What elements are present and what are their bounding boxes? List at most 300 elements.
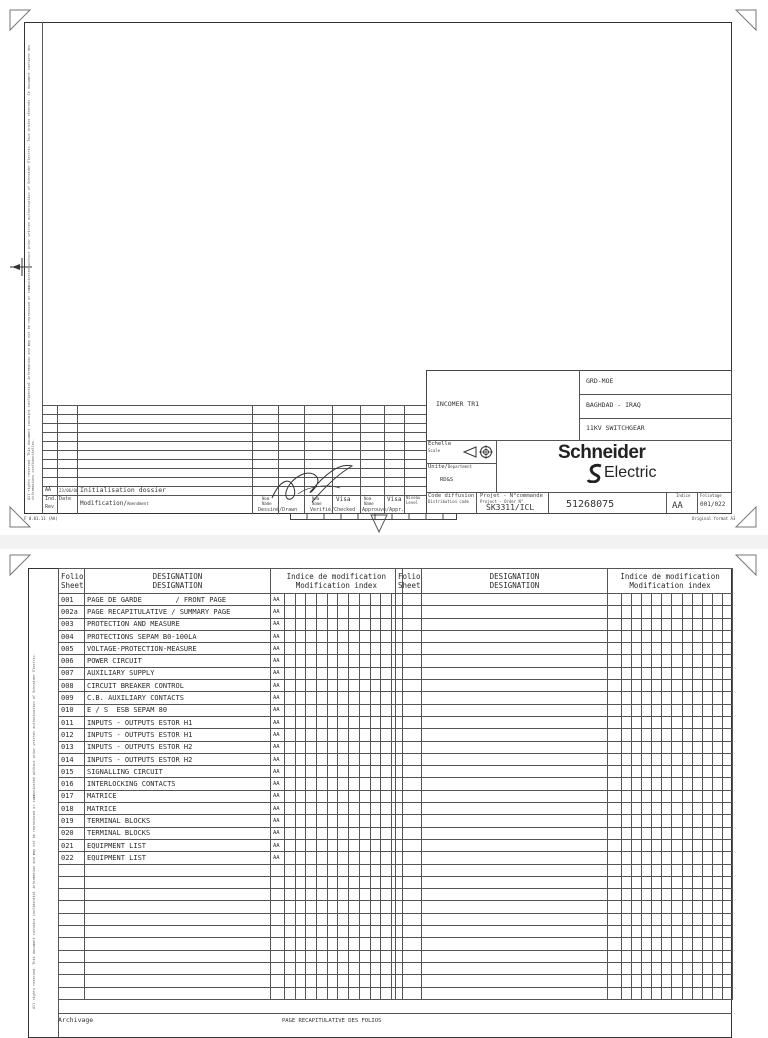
folio-cell <box>59 901 85 913</box>
index-slot <box>370 889 381 901</box>
index-slot <box>370 606 381 618</box>
index-slot <box>349 667 360 679</box>
index-slot <box>712 630 722 642</box>
index-slot <box>317 926 328 938</box>
index-slot <box>622 987 632 999</box>
index-slot <box>306 852 317 864</box>
index-slot <box>349 950 360 962</box>
folio-cell: 009 <box>59 692 85 704</box>
designation-cell: MATRICE <box>85 803 271 815</box>
index-slot <box>359 753 370 765</box>
index-slot <box>295 618 306 630</box>
index-slot <box>672 901 682 913</box>
index-slot <box>692 630 702 642</box>
table-row <box>396 876 733 888</box>
index-slot <box>722 975 732 987</box>
index-slot <box>652 630 662 642</box>
index-slot <box>642 876 652 888</box>
folio-cell <box>59 950 85 962</box>
index-slot <box>622 864 632 876</box>
index-slot <box>692 987 702 999</box>
index-slot <box>642 692 652 704</box>
index-slot <box>632 889 642 901</box>
index-slot <box>652 852 662 864</box>
designation-cell: E / S ESB SEPAM 80 <box>85 704 271 716</box>
index-slot <box>338 839 349 851</box>
index-slot <box>359 901 370 913</box>
index-slot <box>632 778 642 790</box>
designation-cell: EQUIPMENT LIST <box>85 852 271 864</box>
index-slot <box>370 938 381 950</box>
index-slot <box>682 655 692 667</box>
index-slot <box>702 680 712 692</box>
index-slot <box>338 606 349 618</box>
index-slot <box>682 753 692 765</box>
index-slot <box>306 827 317 839</box>
index-slot <box>652 766 662 778</box>
nom-label-2: Nom <box>312 496 320 501</box>
designation-cell <box>422 655 608 667</box>
index-slot <box>285 680 296 692</box>
index-slot <box>338 950 349 962</box>
index-slot <box>285 839 296 851</box>
folio-cell <box>396 839 422 851</box>
index-slot <box>662 716 672 728</box>
index-slot <box>608 876 622 888</box>
folio-cell: 005 <box>59 643 85 655</box>
index-slot <box>327 753 338 765</box>
index-slot <box>381 962 392 974</box>
index-slot <box>327 741 338 753</box>
folio-cell <box>396 704 422 716</box>
index-slot <box>652 926 662 938</box>
index-slot <box>642 926 652 938</box>
index-slot <box>381 926 392 938</box>
table-row <box>396 901 733 913</box>
index-slot <box>692 839 702 851</box>
index-slot <box>712 741 722 753</box>
index-slot <box>642 729 652 741</box>
folio-cell: 006 <box>59 655 85 667</box>
index-slot <box>672 594 682 606</box>
footer-code: F 0.01.11 (AA) <box>24 516 58 521</box>
brand-logo <box>548 442 688 488</box>
index-slot <box>672 889 682 901</box>
index-slot <box>662 680 672 692</box>
index-cell: AA <box>271 716 285 728</box>
project-line-3: 11KV SWITCHGEAR <box>586 424 645 432</box>
index-slot <box>317 975 328 987</box>
index-slot <box>381 950 392 962</box>
index-slot <box>359 962 370 974</box>
index-slot <box>692 926 702 938</box>
index-slot <box>359 889 370 901</box>
index-slot <box>327 938 338 950</box>
index-slot <box>349 766 360 778</box>
table-row <box>396 667 733 679</box>
index-slot <box>642 852 652 864</box>
index-slot <box>702 876 712 888</box>
index-cell: AA <box>271 741 285 753</box>
index-slot <box>381 790 392 802</box>
index-slot <box>359 938 370 950</box>
index-slot <box>652 594 662 606</box>
index-slot <box>608 753 622 765</box>
index-slot <box>722 680 732 692</box>
table-row <box>59 606 403 618</box>
index-slot <box>662 692 672 704</box>
modification-index-header: Indice de modification Modification index <box>271 569 403 594</box>
visa-label: Visa <box>336 496 351 503</box>
index-slot <box>682 950 692 962</box>
index-slot <box>712 655 722 667</box>
table-row <box>396 630 733 642</box>
index-slot <box>370 839 381 851</box>
index-slot <box>632 926 642 938</box>
index-slot <box>672 753 682 765</box>
index-slot <box>712 827 722 839</box>
table-row <box>396 864 733 876</box>
index-slot <box>306 618 317 630</box>
index-slot <box>662 630 672 642</box>
original-format: Original format A3 <box>692 516 736 521</box>
index-slot <box>306 889 317 901</box>
folio-cell: 017 <box>59 790 85 802</box>
index-slot <box>692 643 702 655</box>
index-slot <box>702 766 712 778</box>
index-slot <box>722 913 732 925</box>
folio-index-table-right <box>395 568 733 1000</box>
modification-index-header: Indice de modification Modification index <box>608 569 733 594</box>
niveau-label: Niveau <box>406 495 421 500</box>
folio-header: Folio Sheet <box>396 569 422 594</box>
index-slot <box>682 778 692 790</box>
index-slot <box>662 839 672 851</box>
index-slot <box>370 741 381 753</box>
index-slot <box>672 938 682 950</box>
index-slot <box>327 950 338 962</box>
index-slot <box>359 790 370 802</box>
index-slot <box>359 827 370 839</box>
index-slot <box>338 692 349 704</box>
index-slot <box>692 803 702 815</box>
designation-cell <box>422 741 608 753</box>
table-row <box>59 766 403 778</box>
folio-cell: 015 <box>59 766 85 778</box>
index-slot <box>608 778 622 790</box>
index-slot <box>338 618 349 630</box>
folio-cell: 003 <box>59 618 85 630</box>
designation-cell <box>422 680 608 692</box>
index-slot <box>370 753 381 765</box>
index-slot <box>338 926 349 938</box>
index-slot <box>608 692 622 704</box>
corner-mark-top-right <box>734 8 758 32</box>
index-slot <box>327 630 338 642</box>
index-slot <box>381 987 392 999</box>
index-slot <box>722 630 732 642</box>
index-slot <box>317 630 328 642</box>
index-slot <box>608 827 622 839</box>
index-slot <box>338 790 349 802</box>
index-slot <box>722 950 732 962</box>
projection-symbol-icon <box>462 444 494 460</box>
designation-cell: POWER CIRCUIT <box>85 655 271 667</box>
index-slot <box>622 606 632 618</box>
folio-cell <box>59 889 85 901</box>
index-slot <box>712 704 722 716</box>
index-slot <box>381 938 392 950</box>
index-slot <box>662 876 672 888</box>
index-slot <box>295 594 306 606</box>
index-slot <box>712 987 722 999</box>
index-slot <box>712 864 722 876</box>
designation-cell <box>422 926 608 938</box>
index-slot <box>692 704 702 716</box>
index-slot <box>359 987 370 999</box>
corner-mark-bottom-right <box>734 505 758 529</box>
index-slot <box>327 839 338 851</box>
index-cell: AA <box>271 643 285 655</box>
index-slot <box>682 594 692 606</box>
folio-cell <box>396 790 422 802</box>
table-row <box>59 680 403 692</box>
index-slot <box>338 987 349 999</box>
index-slot <box>652 938 662 950</box>
index-slot <box>370 778 381 790</box>
index-slot <box>622 692 632 704</box>
index-slot <box>381 815 392 827</box>
index-slot <box>285 876 296 888</box>
table-row <box>396 815 733 827</box>
designation-cell <box>422 839 608 851</box>
index-slot <box>306 766 317 778</box>
index-slot <box>712 803 722 815</box>
table-row <box>59 803 403 815</box>
index-slot <box>381 704 392 716</box>
designation-cell: SIGNALLING CIRCUIT <box>85 766 271 778</box>
index-slot <box>608 606 622 618</box>
index-slot <box>642 766 652 778</box>
rev-label: Rev <box>45 504 55 510</box>
index-cell: AA <box>271 827 285 839</box>
index-slot <box>327 803 338 815</box>
folio-cell <box>396 692 422 704</box>
index-slot <box>642 864 652 876</box>
index-slot <box>608 975 622 987</box>
index-slot <box>702 950 712 962</box>
index-slot <box>712 852 722 864</box>
index-slot <box>349 741 360 753</box>
index-slot <box>632 975 642 987</box>
folio-cell <box>396 889 422 901</box>
designation-cell <box>422 790 608 802</box>
project-line-2: BAGHDAD - IRAQ <box>586 401 641 409</box>
sheet-description: INCOMER TR1 <box>436 400 480 408</box>
index-slot <box>381 852 392 864</box>
table-row <box>59 618 403 630</box>
index-slot <box>652 876 662 888</box>
designation-cell: AUXILIARY SUPPLY <box>85 667 271 679</box>
index-slot <box>672 729 682 741</box>
index-value: AA <box>672 501 683 511</box>
index-slot <box>295 790 306 802</box>
index-slot <box>317 950 328 962</box>
index-slot <box>370 680 381 692</box>
table-row <box>59 594 403 606</box>
index-slot <box>662 864 672 876</box>
index-slot <box>285 618 296 630</box>
index-slot <box>317 827 328 839</box>
index-slot <box>295 938 306 950</box>
index-slot <box>702 741 712 753</box>
index-slot <box>642 815 652 827</box>
index-slot <box>652 778 662 790</box>
index-slot <box>662 987 672 999</box>
index-slot <box>712 778 722 790</box>
folio-index-table-left <box>58 568 403 1000</box>
index-slot <box>285 778 296 790</box>
index-slot <box>295 778 306 790</box>
index-slot <box>672 606 682 618</box>
index-cell: AA <box>271 790 285 802</box>
index-slot <box>349 643 360 655</box>
table-row <box>396 692 733 704</box>
index-slot <box>712 753 722 765</box>
index-slot <box>359 692 370 704</box>
folio-cell <box>396 876 422 888</box>
index-slot <box>722 827 732 839</box>
folio-cell <box>59 962 85 974</box>
folio-cell: 014 <box>59 753 85 765</box>
index-slot <box>608 704 622 716</box>
index-slot <box>381 655 392 667</box>
index-slot <box>338 815 349 827</box>
index-slot <box>622 803 632 815</box>
index-slot <box>349 790 360 802</box>
index-slot <box>370 815 381 827</box>
index-slot <box>692 606 702 618</box>
table-row <box>396 926 733 938</box>
index-slot <box>662 803 672 815</box>
index-slot <box>295 655 306 667</box>
table-row <box>59 741 403 753</box>
index-slot <box>359 630 370 642</box>
designation-cell <box>422 778 608 790</box>
folio-cell <box>59 975 85 987</box>
index-slot <box>327 618 338 630</box>
index-slot <box>327 975 338 987</box>
index-slot <box>295 839 306 851</box>
index-slot <box>306 938 317 950</box>
index-slot <box>359 852 370 864</box>
index-slot <box>381 741 392 753</box>
folio-cell <box>396 630 422 642</box>
archivage-label: Archivage <box>58 1016 94 1024</box>
index-slot <box>692 852 702 864</box>
index-slot <box>359 839 370 851</box>
table-row <box>396 704 733 716</box>
index-slot <box>622 926 632 938</box>
index-slot <box>285 926 296 938</box>
index-slot <box>338 975 349 987</box>
index-slot <box>722 766 732 778</box>
index-slot <box>632 692 642 704</box>
index-slot <box>381 606 392 618</box>
folio-cell <box>396 975 422 987</box>
index-slot <box>722 815 732 827</box>
folio-cell <box>396 680 422 692</box>
index-slot <box>327 852 338 864</box>
folio-cell: 004 <box>59 630 85 642</box>
index-slot <box>370 655 381 667</box>
index-slot <box>327 594 338 606</box>
index-slot <box>622 630 632 642</box>
folio-cell <box>59 987 85 999</box>
index-slot <box>622 938 632 950</box>
index-slot <box>359 716 370 728</box>
index-slot <box>349 716 360 728</box>
index-slot <box>632 643 642 655</box>
index-cell <box>271 962 285 974</box>
index-slot <box>338 827 349 839</box>
index-slot <box>306 839 317 851</box>
table-row <box>396 938 733 950</box>
index-slot <box>662 643 672 655</box>
index-slot <box>349 680 360 692</box>
index-slot <box>317 704 328 716</box>
designation-cell: TERMINAL BLOCKS <box>85 827 271 839</box>
index-slot <box>712 766 722 778</box>
folio-cell <box>396 766 422 778</box>
index-slot <box>662 827 672 839</box>
index-slot <box>652 913 662 925</box>
index-slot <box>632 790 642 802</box>
index-slot <box>608 889 622 901</box>
index-slot <box>608 594 622 606</box>
index-slot <box>349 655 360 667</box>
index-slot <box>295 692 306 704</box>
index-slot <box>306 692 317 704</box>
designation-cell: C.B. AUXILIARY CONTACTS <box>85 692 271 704</box>
index-slot <box>692 901 702 913</box>
index-slot <box>672 655 682 667</box>
index-slot <box>317 643 328 655</box>
index-slot <box>370 962 381 974</box>
index-slot <box>712 680 722 692</box>
index-slot <box>295 876 306 888</box>
index-slot <box>338 852 349 864</box>
table-row <box>396 741 733 753</box>
index-slot <box>295 827 306 839</box>
index-slot <box>622 839 632 851</box>
index-cell <box>271 876 285 888</box>
index-slot <box>642 889 652 901</box>
index-slot <box>295 606 306 618</box>
index-slot <box>682 716 692 728</box>
index-slot <box>306 630 317 642</box>
brand-subname: Electric <box>604 464 657 481</box>
index-slot <box>370 876 381 888</box>
index-slot <box>381 680 392 692</box>
index-slot <box>295 950 306 962</box>
index-slot <box>722 876 732 888</box>
index-slot <box>672 962 682 974</box>
designation-cell <box>422 827 608 839</box>
index-slot <box>295 926 306 938</box>
index-slot <box>327 667 338 679</box>
index-slot <box>327 827 338 839</box>
